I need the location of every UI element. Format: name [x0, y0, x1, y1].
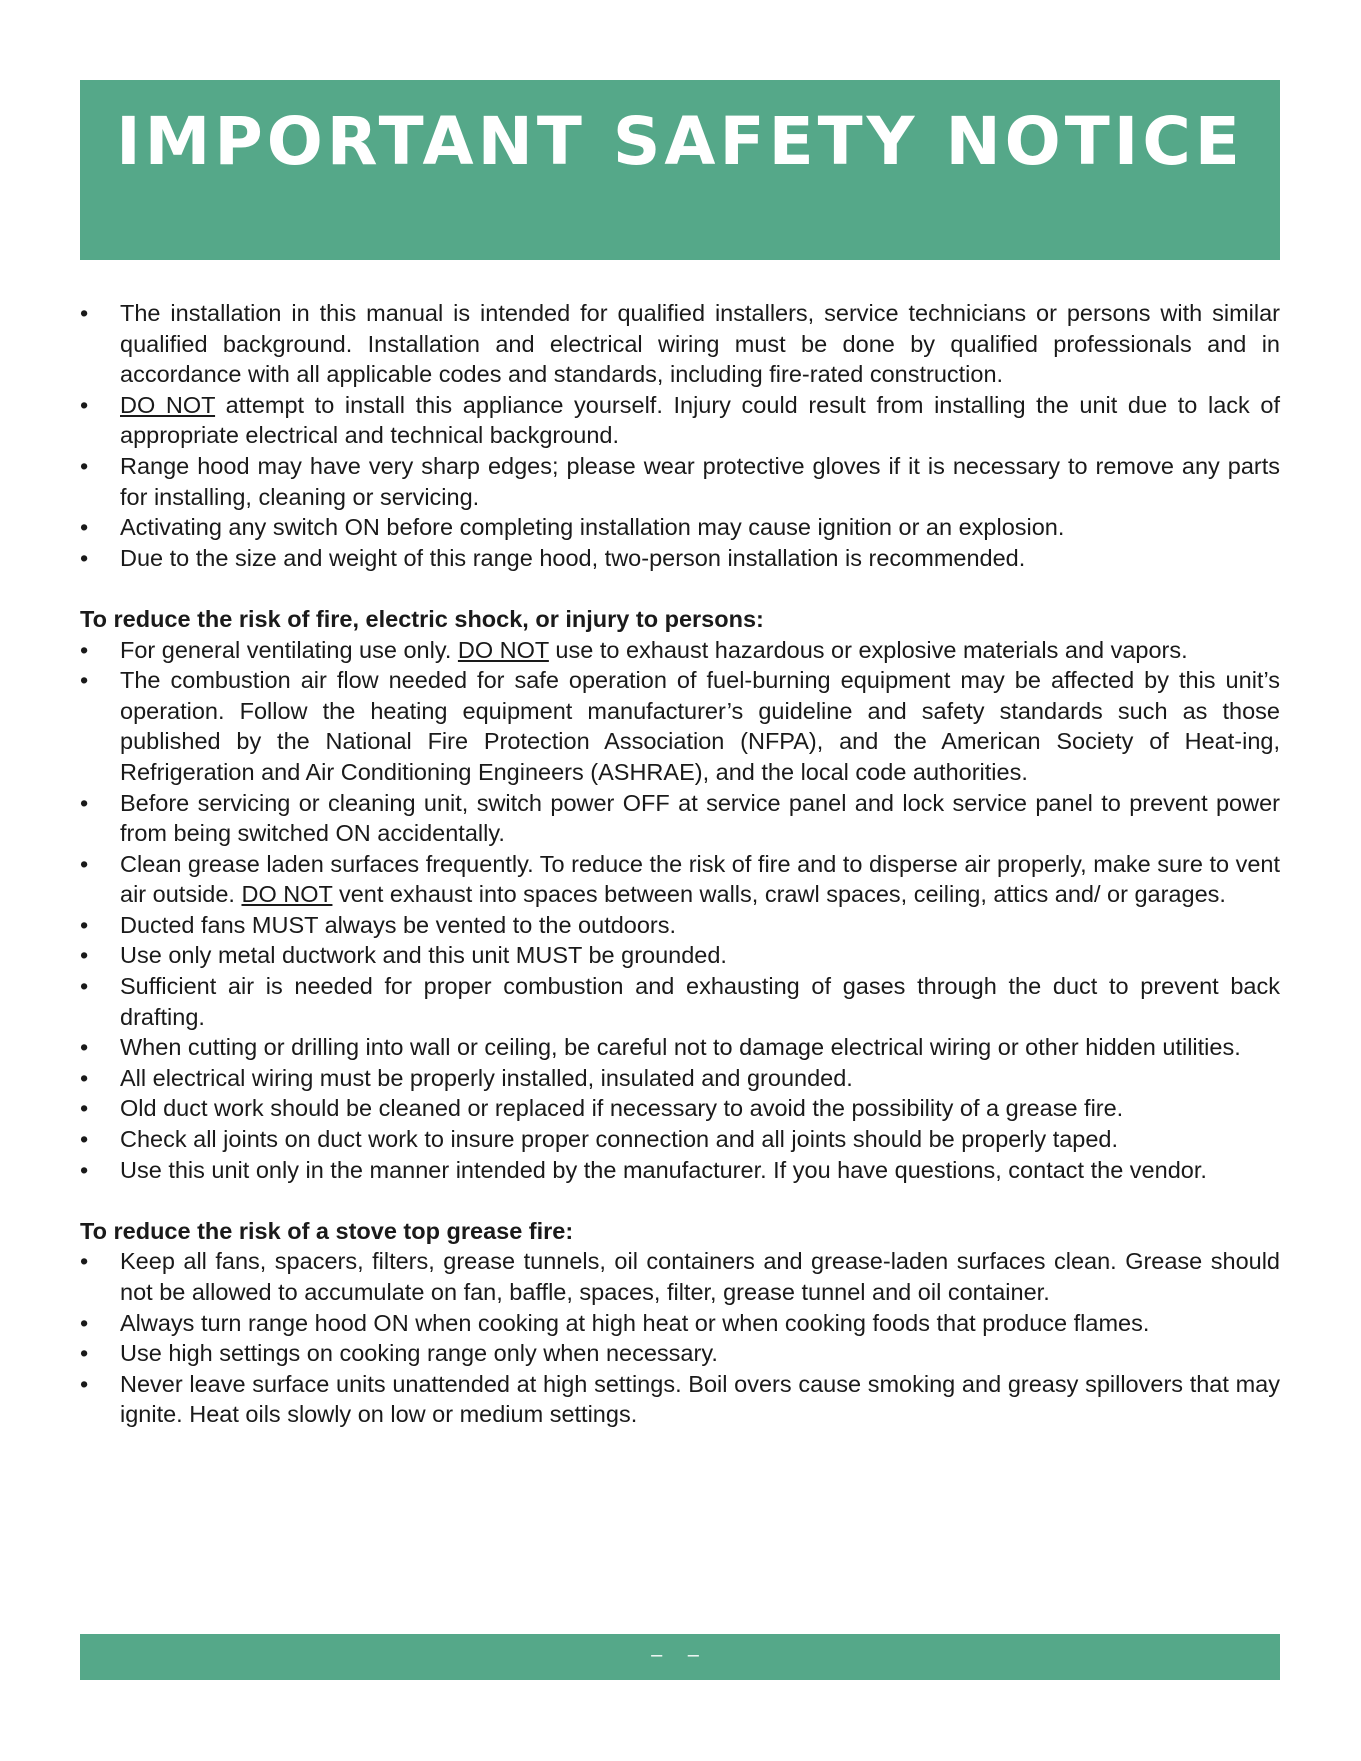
- list-item: • When cutting or drilling into wall or ceiling, be careful not to damage electrical wiring or other hidden utilities.: [80, 1032, 1280, 1063]
- list-item: • Never leave surface units unattended at high settings. Boil overs cause smoking and greasy spillovers that may ignite. Heat oils slowly on low or medium settings.: [80, 1369, 1280, 1430]
- general-safety-list: [80, 298, 1280, 573]
- list-item: • All electrical wiring must be properly installed, insulated and grounded.: [80, 1063, 1280, 1094]
- page-number-mark: – –: [651, 1644, 709, 1666]
- list-item: • Due to the size and weight of this range hood, two-person installation is recommended.: [80, 543, 1280, 574]
- list-item: • Keep all fans, spacers, filters, grease tunnels, oil containers and grease-laden surfaces clean. Grease should not be allowed to accumulate on fan, baffle, spaces, filter, grease tunnel and oil container.: [80, 1246, 1280, 1307]
- do-not-emphasis: DO NOT: [457, 636, 549, 663]
- list-item: • Always turn range hood ON when cooking at high heat or when cooking foods that produce flames.: [80, 1308, 1280, 1339]
- list-item: • Check all joints on duct work to insure proper connection and all joints should be properly taped.: [80, 1124, 1280, 1155]
- list-item: • DO NOT attempt to install this appliance yourself. Injury could result from installing the unit due to lack of appropriate electrical and technical background.: [80, 390, 1280, 451]
- list-item: • Activating any switch ON before completing installation may cause ignition or an explosion.: [80, 512, 1280, 543]
- list-item: • Range hood may have very sharp edges; please wear protective gloves if it is necessary to remove any parts for installing, cleaning or servicing.: [80, 451, 1280, 512]
- do-not-emphasis: DO NOT: [241, 881, 333, 908]
- page-title: IMPORTANT SAFETY NOTICE: [116, 103, 1244, 180]
- grease-fire-heading: To reduce the risk of a stove top grease fire:: [80, 1217, 574, 1244]
- list-item: • Clean grease laden surfaces frequently. To reduce the risk of fire and to disperse air properly, make sure to vent air outside. DO NOT vent exhaust into spaces between walls, crawl spaces, ceiling, attics and/ or garages.: [80, 849, 1280, 910]
- list-item: • The combustion air flow needed for safe operation of fuel-burning equipment may be affected by this unit’s operation. Follow the heating equipment manufacturer’s guideline and safety standards such as those published by the National Fire Protection Association (NFPA), and the American Society of Heat-ing, Refrigeration and Air Conditioning Engineers (ASHRAE), and the local code authorities.: [80, 665, 1280, 787]
- notice-content: [80, 298, 1280, 1430]
- list-item: • For general ventilating use only. DO NOT use to exhaust hazardous or explosive materials and vapors.: [80, 635, 1280, 666]
- fire-shock-injury-heading: To reduce the risk of fire, electric shock, or injury to persons:: [80, 605, 764, 632]
- list-item: • The installation in this manual is intended for qualified installers, service technicians or persons with similar qualified background. Installation and electrical wiring must be done by qualified professionals and in accordance with all applicable codes and standards, including fire-rated construction.: [80, 298, 1280, 390]
- grease-fire-list: [80, 1246, 1280, 1430]
- list-item: • Use high settings on cooking range only when necessary.: [80, 1338, 1280, 1369]
- list-item: • Old duct work should be cleaned or replaced if necessary to avoid the possibility of a grease fire.: [80, 1093, 1280, 1124]
- fire-shock-injury-list: [80, 635, 1280, 1186]
- list-item: • Use this unit only in the manner intended by the manufacturer. If you have questions, contact the vendor.: [80, 1155, 1280, 1186]
- list-item: • Sufficient air is needed for proper combustion and exhausting of gases through the duct to prevent back drafting.: [80, 971, 1280, 1032]
- list-item: • Before servicing or cleaning unit, switch power OFF at service panel and lock service panel to prevent power from being switched ON accidentally.: [80, 788, 1280, 849]
- list-item: • Use only metal ductwork and this unit MUST be grounded.: [80, 940, 1280, 971]
- title-banner: [80, 80, 1280, 260]
- do-not-emphasis: DO NOT: [120, 391, 216, 418]
- footer-bar: [80, 1634, 1280, 1680]
- list-item: • Ducted fans MUST always be vented to the outdoors.: [80, 910, 1280, 941]
